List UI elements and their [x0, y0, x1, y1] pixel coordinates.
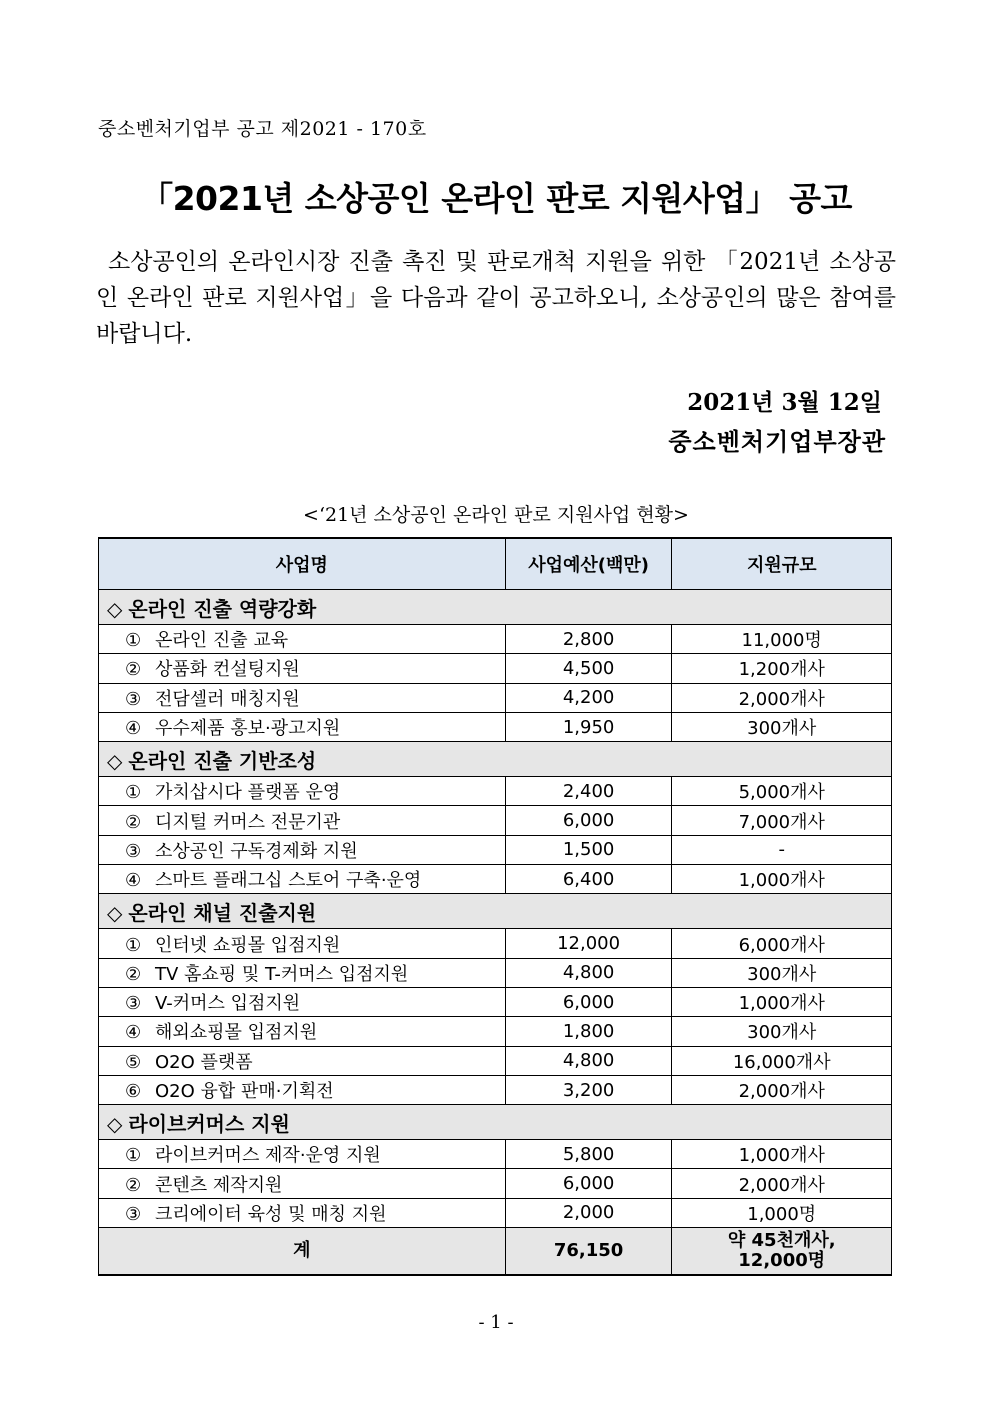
program-name: O2O 융합 판매·기획전	[155, 1081, 334, 1102]
budget-cell: 4,500	[505, 654, 672, 683]
item-number: ②	[125, 963, 142, 985]
program-name-cell	[99, 1140, 506, 1169]
notice-date: 2021년 3월 12일	[687, 389, 882, 416]
header-scale: 지원규모	[672, 538, 892, 590]
section-row	[99, 590, 892, 625]
program-name: 온라인 진출 교육	[155, 630, 289, 652]
header-program-name: 사업명	[99, 538, 506, 590]
item-number: ①	[125, 1145, 142, 1167]
total-budget: 76,150	[505, 1228, 672, 1276]
program-name-cell	[99, 683, 506, 712]
program-name: 크리에이터 육성 및 매칭 지원	[155, 1203, 387, 1225]
program-status-table	[98, 537, 892, 1276]
program-name-cell	[99, 806, 506, 835]
item-number: ②	[125, 811, 142, 833]
scale-cell: 11,000명	[672, 625, 892, 654]
program-name-cell	[99, 987, 506, 1016]
budget-cell: 6,000	[505, 987, 672, 1016]
table-row	[99, 958, 892, 987]
scale-cell: 16,000개사	[672, 1046, 892, 1075]
section-title	[99, 894, 892, 929]
item-number: ③	[125, 688, 142, 710]
header-budget: 사업예산(백만)	[505, 538, 672, 590]
program-name: 우수제품 홍보·광고지원	[155, 718, 341, 740]
budget-cell: 6,000	[505, 1169, 672, 1198]
total-scale-line2: 12,000명	[738, 1250, 826, 1272]
scale-cell: 2,000개사	[672, 1075, 892, 1104]
item-number: ④	[125, 718, 142, 740]
item-number: ③	[125, 1203, 142, 1225]
notice-body	[96, 244, 896, 352]
program-name: V-커머스 입점지원	[155, 993, 301, 1015]
scale-cell: 1,200개사	[672, 654, 892, 683]
budget-cell: 1,800	[505, 1017, 672, 1046]
program-name-cell	[99, 777, 506, 806]
table-row	[99, 806, 892, 835]
scale-cell: 2,000개사	[672, 683, 892, 712]
program-name: 콘텐츠 제작지원	[155, 1174, 283, 1196]
budget-cell: 5,800	[505, 1140, 672, 1169]
scale-cell: 7,000개사	[672, 806, 892, 835]
program-name-cell	[99, 1198, 506, 1227]
section-row	[99, 894, 892, 929]
budget-cell: 4,200	[505, 683, 672, 712]
table-row	[99, 712, 892, 741]
budget-cell: 1,500	[505, 835, 672, 864]
item-number: ⑥	[125, 1081, 142, 1102]
item-number: ①	[125, 934, 142, 956]
item-number: ②	[125, 1174, 142, 1196]
program-name-cell	[99, 929, 506, 958]
total-row	[99, 1228, 892, 1276]
notice-body-text: 소상공인의 온라인시장 진출 촉진 및 판로개척 지원을 위한 「2021년 소상공인 온라인 판로 지원사업」을 다음과 같이 공고하오니, 소상공인의 많은 참여를 바랍니다.	[96, 249, 896, 347]
table-row	[99, 1169, 892, 1198]
item-number: ①	[125, 630, 142, 652]
table-row	[99, 1075, 892, 1104]
scale-cell: 5,000개사	[672, 777, 892, 806]
item-number: ③	[125, 840, 142, 862]
table-row	[99, 654, 892, 683]
table-row	[99, 929, 892, 958]
program-name-cell	[99, 1017, 506, 1046]
total-scale	[672, 1228, 892, 1276]
program-name-cell	[99, 712, 506, 741]
table-row	[99, 835, 892, 864]
budget-cell: 4,800	[505, 1046, 672, 1075]
budget-cell: 2,000	[505, 1198, 672, 1227]
document-title: 「2021년 소상공인 온라인 판로 지원사업」 공고	[140, 179, 852, 218]
table-row	[99, 1017, 892, 1046]
section-row	[99, 742, 892, 777]
section-title	[99, 1105, 892, 1140]
program-name: TV 홈쇼핑 및 T-커머스 입점지원	[155, 963, 409, 985]
section-name: 온라인 채널 진출지원	[128, 900, 317, 925]
item-number: ③	[125, 993, 142, 1015]
budget-cell: 12,000	[505, 929, 672, 958]
scale-cell: 2,000개사	[672, 1169, 892, 1198]
program-name: 상품화 컨설팅지원	[155, 659, 300, 681]
item-number: ④	[125, 1022, 142, 1044]
item-number: ④	[125, 870, 142, 892]
budget-cell: 2,800	[505, 625, 672, 654]
program-name-cell	[99, 835, 506, 864]
scale-cell: 1,000개사	[672, 987, 892, 1016]
diamond-icon: ◇	[107, 748, 123, 773]
item-number: ⑤	[125, 1051, 142, 1073]
table-row	[99, 1046, 892, 1075]
program-name: 디지털 커머스 전문기관	[155, 811, 341, 833]
program-name: 스마트 플래그십 스토어 구축·운영	[155, 870, 422, 892]
item-number: ②	[125, 659, 142, 681]
diamond-icon: ◇	[107, 1111, 123, 1136]
notice-number: 중소벤처기업부 공고 제2021 - 170호	[98, 118, 427, 140]
budget-cell: 3,200	[505, 1075, 672, 1104]
program-name-cell	[99, 654, 506, 683]
diamond-icon: ◇	[107, 900, 123, 925]
total-label: 계	[99, 1228, 506, 1276]
scale-cell: 300개사	[672, 712, 892, 741]
section-row	[99, 1105, 892, 1140]
budget-cell: 6,000	[505, 806, 672, 835]
program-name: 인터넷 쇼핑몰 입점지원	[155, 934, 341, 956]
table-row	[99, 1140, 892, 1169]
program-name-cell	[99, 1169, 506, 1198]
table-row	[99, 625, 892, 654]
program-name-cell	[99, 1075, 506, 1104]
table-caption: <‘21년 소상공인 온라인 판로 지원사업 현황>	[303, 504, 689, 526]
scale-cell: 1,000명	[672, 1198, 892, 1227]
scale-cell: 6,000개사	[672, 929, 892, 958]
program-name-cell	[99, 958, 506, 987]
table-body	[99, 590, 892, 1276]
table-row	[99, 777, 892, 806]
section-title	[99, 590, 892, 625]
program-name: 전담셀러 매칭지원	[155, 688, 300, 710]
section-name: 라이브커머스 지원	[128, 1111, 290, 1136]
table-header-row	[99, 538, 892, 590]
scale-cell: 1,000개사	[672, 1140, 892, 1169]
program-name-cell	[99, 625, 506, 654]
program-name-cell	[99, 1046, 506, 1075]
scale-cell: 1,000개사	[672, 865, 892, 894]
section-name: 온라인 진출 기반조성	[128, 748, 317, 773]
diamond-icon: ◇	[107, 596, 123, 621]
scale-cell: 300개사	[672, 1017, 892, 1046]
budget-cell: 6,400	[505, 865, 672, 894]
program-name-cell	[99, 865, 506, 894]
budget-cell: 1,950	[505, 712, 672, 741]
section-name: 온라인 진출 역량강화	[128, 596, 317, 621]
scale-cell: 300개사	[672, 958, 892, 987]
program-name: 소상공인 구독경제화 지원	[155, 840, 358, 862]
table-row	[99, 865, 892, 894]
budget-cell: 2,400	[505, 777, 672, 806]
program-name: 해외쇼핑몰 입점지원	[155, 1022, 318, 1044]
total-scale-line1: 약 45천개사,	[727, 1230, 836, 1252]
program-name: 가치삽시다 플랫폼 운영	[155, 782, 341, 804]
program-name: 라이브커머스 제작·운영 지원	[155, 1145, 381, 1167]
page-number: - 1 -	[478, 1312, 514, 1333]
table-row	[99, 683, 892, 712]
section-title	[99, 742, 892, 777]
item-number: ①	[125, 782, 142, 804]
table-row	[99, 987, 892, 1016]
scale-cell: -	[672, 835, 892, 864]
program-name: O2O 플랫폼	[155, 1051, 253, 1073]
budget-cell: 4,800	[505, 958, 672, 987]
issuer: 중소벤처기업부장관	[668, 427, 886, 456]
table-row	[99, 1198, 892, 1227]
